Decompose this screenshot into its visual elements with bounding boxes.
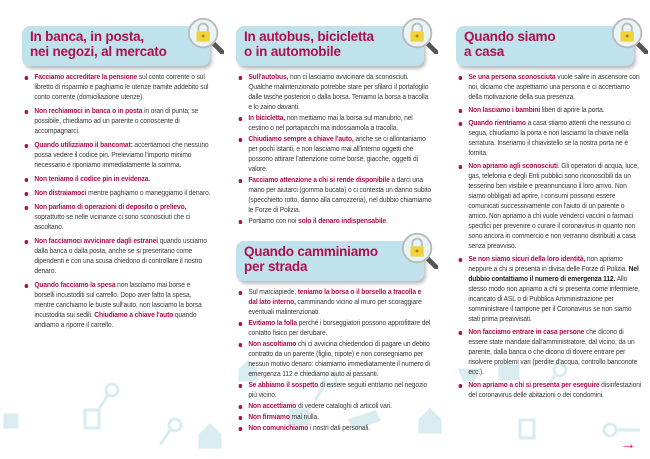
tip-highlight: Non rechiamoci in banca o in posta [34, 106, 143, 115]
tip-highlight: Se una persona sconosciuta [468, 72, 556, 81]
tip-item [456, 327, 644, 377]
section-title-line: In banca, in posta, [30, 29, 144, 44]
tip-item [456, 72, 644, 102]
tip-item [22, 72, 212, 102]
tip-text: non lasciamo mai borse e borselli incustoditi sul carrello. Dopo aver fatto la spesa, mentre carichiamo le buste sull'auto, non lasciamo la borsa incustodita sui sedili. [34, 280, 202, 319]
tip-item [236, 134, 432, 174]
magnifier-lock-icon [186, 16, 224, 54]
tip-highlight: Se non siamo sicuri della loro identità, [468, 254, 586, 263]
section-title-line: nei negozi, al mercato [30, 44, 167, 59]
key-icon [604, 424, 616, 436]
tip-highlight: Quando facciamo la spesa [34, 280, 116, 289]
tip-text: quando usciamo dalla banca o dalla posta, anche se si presentano come dipendenti e con una scusa chiedono di controllare il nostro denaro. [34, 236, 207, 275]
tip-item [236, 318, 432, 338]
tip-text: mentre paghiamo o maneggiamo il denaro. [86, 188, 211, 197]
tip-highlight: Non teniamo il codice pin in evidenza. [34, 174, 150, 183]
tip-item [236, 175, 432, 215]
tip-text: Portiamo con noi [248, 216, 299, 225]
tip-highlight: Nel dubbio contattiamo il numero di emergenza 112. [468, 264, 639, 283]
tip-text: camminando vicino al muro per scoraggiare eventuali malintenzionati. [248, 297, 422, 316]
tips-list [236, 72, 432, 227]
tip-item [22, 202, 212, 232]
tip-highlight: Evitiamo la folla [248, 318, 297, 327]
tip-text: anche se ci allontaniamo per pochi istanti, e non lasciamo mai all'interno oggetti che possono attirare l'attenzione come borse, giacche, oggetti di valore. [248, 134, 426, 173]
tip-text: quando andiamo a riporre il carrello. [34, 310, 197, 329]
tip-highlight: Quando utilizziamo il bancomat: [34, 140, 133, 149]
tip-item [22, 188, 212, 198]
tip-text: non apriamo neppure a chi si presenta in divisa delle Forze di Polizia. [468, 254, 629, 273]
tip-text: a casa stiamo attenti che nessuno ci segua, chiudiamo la porta e non lasciamo la chiave nella serratura. Inseriamo il chiavistello se la nostra porta ne è fornita. [468, 118, 631, 157]
tip-highlight: Non ascoltiamo [248, 339, 297, 348]
tip-text: non ci lasciamo avvicinare da sconosciuti. Qualche malintenzionato potrebbe stare per sfilarci il portafoglio dalle tasche posteriori o dalla borsa. Teniamo la borsa a tracolla e lo zaino davanti. [248, 72, 429, 111]
tip-highlight: Chiudiamo sempre a chiave l'auto, [248, 134, 354, 143]
tip-highlight: Facciamo accreditare la pensione [34, 72, 138, 81]
tip-text: disinfestazioni del coronavirus delle abitazioni o dei condomini. [468, 380, 642, 399]
safe-icon [85, 410, 99, 428]
section-header [236, 241, 424, 281]
lock-icon [5, 415, 17, 427]
tip-item [22, 106, 212, 136]
tip-highlight: Non firmiamo [248, 412, 290, 421]
tip-text: soprattutto se nelle vicinanze ci sono sconosciuti che ci ascoltano. [34, 212, 191, 231]
tip-highlight: Non comunichiamo [248, 423, 309, 432]
tip-item [236, 287, 432, 317]
section-title [244, 29, 374, 59]
tips-list [236, 287, 432, 434]
tip-highlight: Non apriamo a chi si presenta per eseguire [468, 380, 600, 389]
tip-text: perché i borseggiatori possono approfittare del contatto fisico per derubare. [248, 318, 431, 337]
tip-item [236, 216, 432, 226]
tip-item [456, 105, 644, 115]
key-icon [169, 419, 181, 431]
tip-text: di essere seguiti entriamo nel negozio più vicino. [248, 380, 428, 399]
tip-item [236, 401, 432, 411]
section-header [236, 26, 424, 66]
tip-item [456, 118, 644, 158]
tip-item [456, 161, 644, 251]
tips-list [22, 72, 212, 334]
section-header [22, 26, 210, 66]
tip-item [22, 236, 212, 276]
tip-item [236, 380, 432, 400]
section-title [244, 244, 378, 274]
tip-highlight: teniamo la borsa o il borsello a tracolla e dal lato interno, [248, 287, 422, 306]
tip-highlight: Sull'autobus, [248, 72, 289, 81]
section-header [456, 26, 634, 66]
section-title [30, 29, 167, 59]
tip-text: mai nulla. [289, 412, 319, 421]
tip-highlight: solo il denaro indispensabile [298, 216, 386, 225]
tip-item [22, 280, 212, 330]
tip-highlight: Non facciamoci avvicinare dagli estranei [34, 236, 158, 245]
tip-highlight: Non lasciamo i bambini [468, 105, 541, 114]
tip-item [236, 339, 432, 379]
tip-highlight: Non accettiamo [248, 401, 297, 410]
magnifier-lock-icon [400, 16, 438, 54]
tip-item [22, 140, 212, 170]
tip-highlight: Non parliamo di operazioni di deposito o prelievo, [34, 202, 187, 211]
tip-item [236, 412, 432, 422]
tip-text: i nostri dati personali. [308, 423, 370, 432]
house-icon [200, 425, 220, 447]
tip-text: Allo stesso modo non apriamo a chi si presenta come infermiere, incaricato di ASL o di Pubblica Amministrazione per somministrare il tampone per il Coronavirus se non siamo stati prima preavvisati. [468, 274, 640, 323]
tip-highlight: Chiudiamo a chiave l'auto [94, 310, 174, 319]
tip-highlight: Non distraiamoci [34, 188, 87, 197]
tip-text: liberi di aprire la porta. [540, 105, 605, 114]
tip-text: a darci una mano per aiutarci (gomma bucata) o ci contesta un danno subito (specchietto rotto, danno alla carrozzeria), nel dubbio chiamiamo le Forze di Polizia. [248, 175, 432, 214]
section-title-line: Quando camminiamo [244, 244, 378, 259]
tip-highlight: In bicicletta, [248, 113, 286, 122]
tip-text: non mettiamo mai la borsa sul manubrio, nel cestino o nel portapacchi ma indossiamola a tracolla. [248, 113, 413, 132]
section-title-line: In autobus, bicicletta [244, 29, 374, 44]
tip-item [456, 254, 644, 324]
section-title-line: a casa [464, 44, 505, 59]
tip-text: Sul marciapiede, [248, 287, 298, 296]
tip-text: vuole salire in ascensore con noi, diciamo che aspettiamo una persona e ci accertiamo della motivazione della sua presenza. [468, 72, 640, 101]
section-title [464, 29, 555, 59]
tip-text: accertiamoci che nessuno possa vedere il codice pin. Preleviamo l'importo minimo necessario e riponiamo immediatamente la somma. [34, 140, 209, 169]
tips-list [456, 72, 644, 403]
next-page-arrow[interactable]: → [620, 436, 636, 453]
tip-highlight: Facciamo attenzione a chi si rende disponibile [248, 175, 390, 184]
tip-highlight: Se abbiamo il sospetto [248, 380, 319, 389]
tip-highlight: Quando rientriamo [468, 118, 526, 127]
tip-highlight: Non facciamo entrare in casa persone [468, 327, 585, 336]
tip-text: di vedere cataloghi di articoli vari. [296, 401, 392, 410]
tip-item [22, 174, 212, 184]
tip-item [456, 380, 644, 400]
tip-item [236, 72, 432, 112]
tip-text: sul conto corrente o sul libretto di risparmio e paghiamo le utenze tramite addebito sul conto corrente (domiciliazione utenze). [34, 72, 209, 101]
tip-text: chi ci avvicina chiedendoci di pagare un debito contratto da un parente (figlio, nipote) e non consegniamo per nessun motivo denaro: chiamiamo immediatamente il numero di emergenza 112 e chiediamo aiuto ai passanti. [248, 339, 430, 378]
tip-item [236, 423, 432, 433]
tip-text: che dicono di essere state mandate dall'amministratore, dal vicino, da un parente, dalla banca o che dicono di dovere entrare per risolvere problemi vari (perdite d'acqua, controllo banconote ecc.). [468, 327, 638, 376]
magnifier-lock-icon [400, 231, 438, 269]
tip-item [236, 113, 432, 133]
tip-text: in orari di punta; se possibile, chiediamo ad un parente o conoscente di accompagnarci. [34, 106, 199, 135]
tip-highlight: Non apriamo agli sconosciuti [468, 161, 558, 170]
tip-text: . [385, 216, 388, 225]
safe-icon [520, 420, 534, 438]
section-title-line: o in automobile [244, 44, 341, 59]
magnifier-lock-icon [610, 16, 648, 54]
section-title-line: Quando siamo [464, 29, 556, 44]
tip-text: . Gli operatori di acqua, luce, gas, telefonia e degli Enti pubblici sono riconoscibili da un tesserino ben visibile e preannunciano il loro arrivo. Non siamo obbligati ad aprire, i consumi possono essere comunicati successivamente con l'aiuto di un parente o amico. Non apriamo a chi vuole venderci vaccini o farmaci specifici per prevenire o curare il coronavirus in quanto non sono ancora in commercio e non verranno distribuiti a casa senza preavviso. [468, 161, 639, 250]
section-title-line: per strada [244, 259, 308, 274]
key-icon [106, 384, 118, 396]
